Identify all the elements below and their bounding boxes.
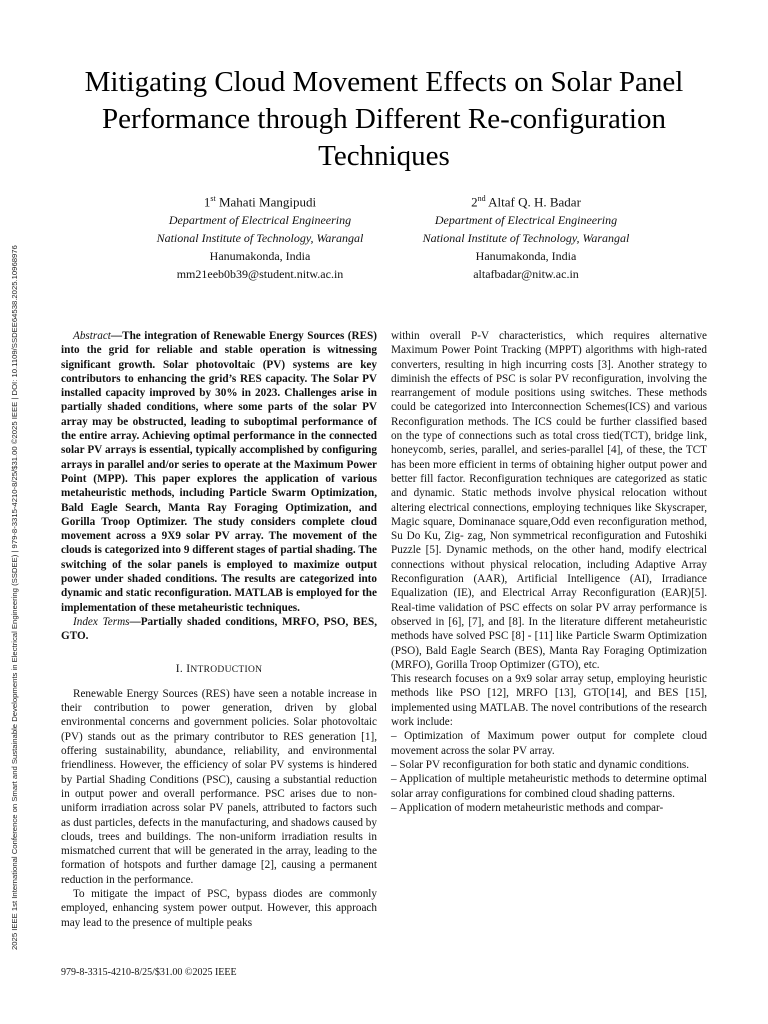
body-paragraph: within overall P-V characteristics, which requires alternative Maximum Power Point Tracking (MPPT) algorithms with high-rated converters, resulting in high incurring costs [3]. Another strategy to diminish the effects of PSC is solar PV reconfiguration, involving the rearrangement of module positions using switches. These methods could be categorized into Interconnection Schemes(ICS) and various Reconfiguration methods. The ICS could be further classified based on the type of connections such as total cross tied(TCT), bridge link, honeycomb, series, parallel, and series-parallel [4], of these, the TCT has been more efficient in terms of obtaining higher output power and better fill factor. Reconfiguration techniques are categorized as static and dynamic. Static methods involve physical relocation without altering electrical connections, employing techniques like Skyscraper, Magic square, Dominanace square,Odd even reconfiguration method, Su Do Ku, Zig- zag, Non symmetrical reconfiguration and Futoshiki Puzzle [5]. Dynamic methods, on the other hand, modify electrical connections without physical relocation, including Adaptive Array Reconfiguration (AAR), Artificial Intelligence (AI), Irradiance Equalization (IE), and Electrical Array Reconfiguration (EAR)[5]. Real-time validation of PSC effects on solar PV array performance is observed in [6], [7], and [8]. In the literature different metaheuristic methods have solved PSC [8] - [11] like Particle Swarm Optimization (PSO), Bald Eagle Search (BES), Manta Ray Foraging Optimization (MRFO), Gorilla Troop Optimizer (GTO), etc. (391, 330, 707, 671)
body-paragraph: This research focuses on a 9x9 solar array setup, employing heuristic methods like PSO [12], MRFO [13], GTO[14], and BES [15], implemented using MATLAB. The novel contributions of the research work include: (391, 673, 707, 729)
author-block-2 (376, 190, 676, 283)
author-location: Hanumakonda, India (209, 249, 311, 264)
contribution-item: – Solar PV reconfiguration for both static and dynamic conditions. (391, 758, 690, 771)
contribution-item: – Application of multiple metaheuristic methods to determine optimal solar array configurations for combined cloud shading patterns. (391, 773, 707, 800)
index-terms-label: Index Terms (73, 615, 130, 628)
author-institution: National Institute of Technology, Warangal (422, 231, 630, 246)
contribution-item: – Application of modern metaheuristic methods and compar- (391, 801, 664, 814)
abstract-text: —The integration of Renewable Energy Sources (RES) into the grid for reliable and stable operation is witnessing significant growth. Solar photovoltaic (PV) systems are key contributors to enhancing the grid’s RES capacity. The Solar PV installed capacity improved by 30% in 2023. Challenges arise in partially shaded conditions, where some parts of the solar PV array may be obstructed, leading to suboptimal performance of the entire array. Achieving optimal performance in the connected solar PV arrays is essential, typically accomplished by configuring arrays in parallel and/or series to operate at the Maximum Power Point (MPP). This paper explores the application of various metaheuristic methods, including Particle Swarm Optimization, Bald Eagle Search, Manta Ray Foraging Optimization, and Gorilla Troop Optimizer. The study considers complete cloud movement across a 9X9 solar PV array. The movement of the clouds is categorized into 9 different stages of partial shading. The switching of the solar panels is employed to maximize output power under shaded conditions. The results are categorized into dynamic and static reconfiguration. MATLAB is employed for the implementation of these metaheuristic techniques. (61, 330, 377, 614)
author-email: altafbadar@nitw.ac.in (473, 267, 579, 282)
right-column (391, 329, 707, 815)
side-banner-text: 2025 IEEE 1st International Conference on Smart and Sustainable Developments in Electrical Engineering (SSDEE) | 979-8-3315-4210-8/25/$31.00 ©2025 IEEE | DOI: 10.1109/SSDEE64538.2025.10968976 (10, 245, 19, 950)
index-terms-text: —Partially shaded conditions, MRFO, PSO, BES, GTO. (61, 615, 377, 643)
author-name: 2nd Altaf Q. H. Badar (471, 194, 581, 210)
body-paragraph: To mitigate the impact of PSC, bypass diodes are commonly employed, enhancing system power output. However, this approach may lead to the presence of multiple peaks (61, 887, 377, 929)
index-terms (61, 615, 377, 644)
author-institution: National Institute of Technology, Warangal (156, 231, 364, 246)
left-column (61, 329, 377, 930)
author-block-1 (110, 190, 410, 283)
abstract (61, 329, 377, 615)
abstract-label: Abstract (73, 330, 111, 342)
section-heading: I. INTRODUCTION (175, 662, 263, 675)
copyright-footer: 979-8-3315-4210-8/25/$31.00 ©2025 IEEE (61, 967, 237, 978)
author-name: 1st Mahati Mangipudi (203, 194, 317, 210)
paper-title: Mitigating Cloud Movement Effects on Solar Panel Performance through Different Re-configuration Techniques (84, 66, 684, 172)
author-location: Hanumakonda, India (475, 249, 577, 264)
contribution-item: – Optimization of Maximum power output for complete cloud movement across the solar PV array. (391, 730, 707, 757)
author-department: Department of Electrical Engineering (168, 213, 352, 228)
side-banner (6, 92, 22, 952)
author-email: mm21eeb0b39@student.nitw.ac.in (176, 267, 344, 282)
author-department: Department of Electrical Engineering (434, 213, 618, 228)
body-paragraph: Renewable Energy Sources (RES) have seen a notable increase in their contribution to power generation, driven by global environmental concerns and government policies. Solar photovoltaic (PV) stands out as the primary contributor to RES generation [1], offering sustainability, abundance, reliability, and environmental friendliness. However, the efficiency of solar PV systems is hindered by Partial Shading Conditions (PSC), causing a substantial reduction in output power and overall performance. PSC arises due to non-uniform irradiation across solar PV panels, attributed to factors such as dust particles, defects in the manufacturing, and shadows caused by clouds, trees and buildings. The non-uniform irradiation results in mismatched current that will be generated in the array, leading to the formation of hotspots and further damage [2], causing a permanent reduction in the performance. (61, 687, 377, 886)
